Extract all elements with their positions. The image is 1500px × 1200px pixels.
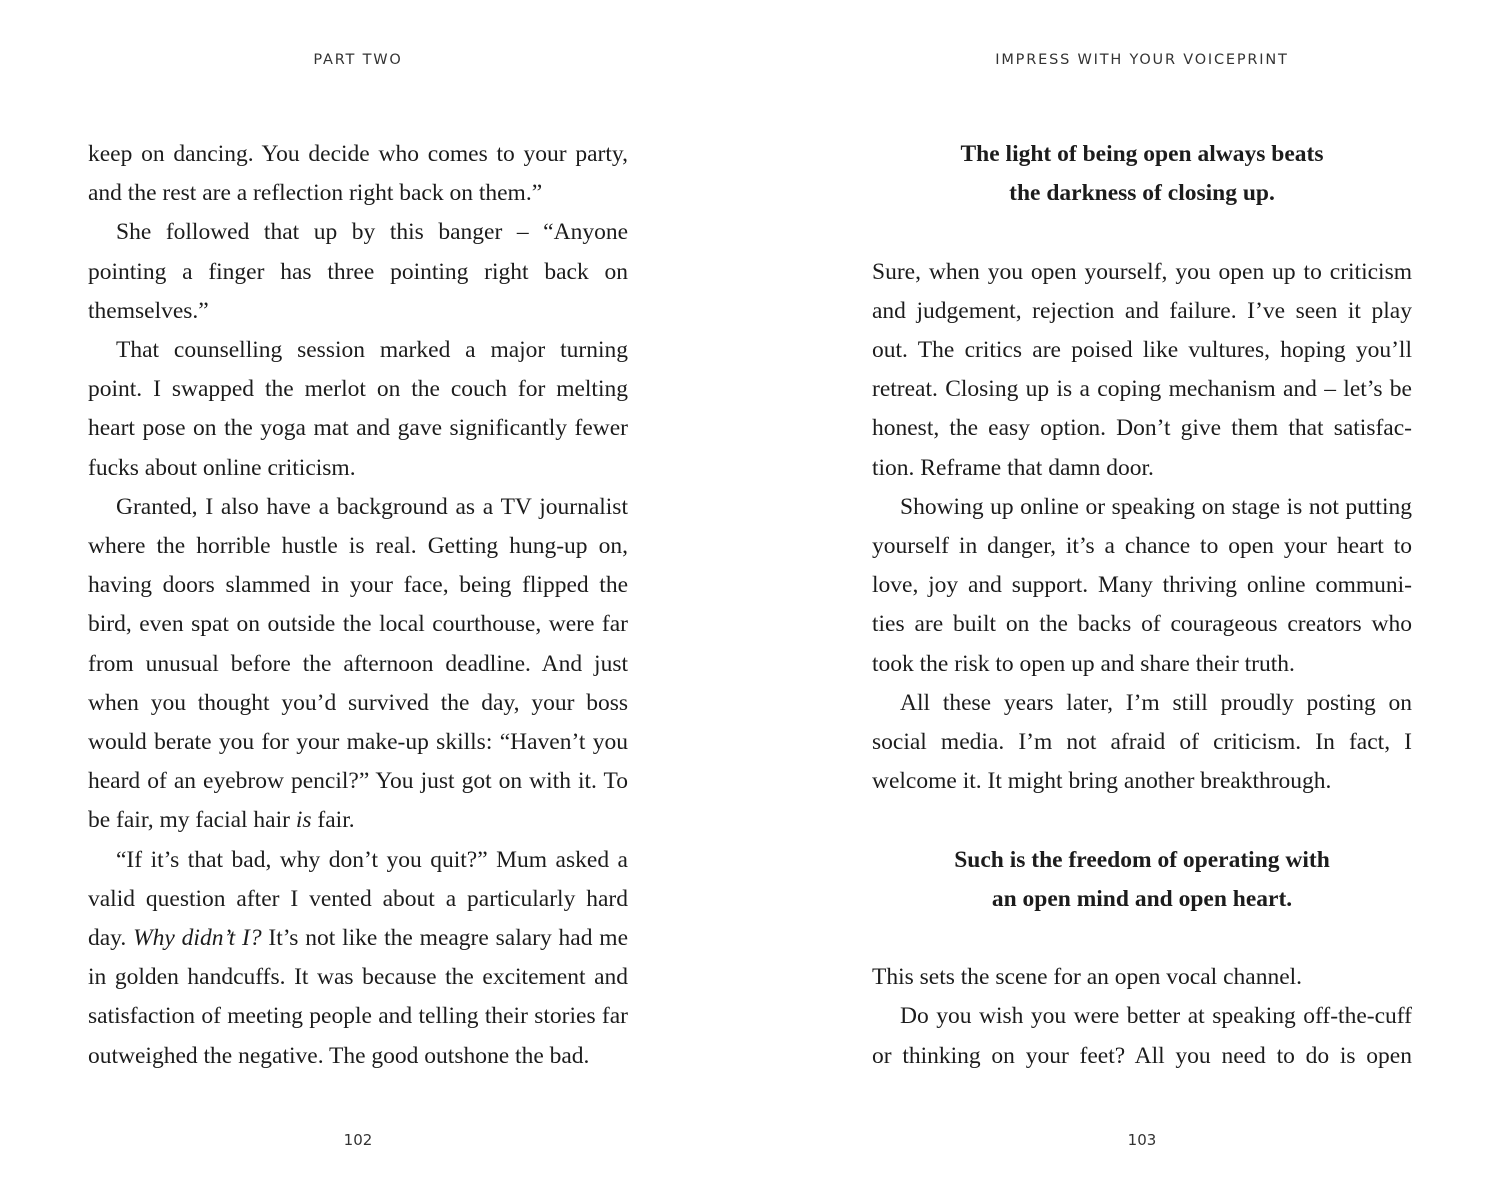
paragraph xyxy=(88,488,628,841)
pull-quote xyxy=(872,841,1412,919)
paragraph: Showing up online or speaking on stage is not putting yourself in danger, it’s a chance to open your heart to love, joy and support. Many thriving online communi-ties are built on the backs of courageous creators who took the risk to open up and share their truth. xyxy=(872,493,1412,677)
running-head-left: PART TWO xyxy=(313,52,403,68)
right-page-body xyxy=(872,135,1412,1076)
paragraph xyxy=(88,841,628,1076)
paragraph-text: Granted, I also have a background as a TV journalist where the horrible hustle is real. Getting hung-up on, having doors slammed in your face, being flipped the bird, even spat on outside the local courthouse, were far from unusual before the afternoon deadline. And just when you thought you’d survived the day, your boss would berate you for your make-up skills: “Haven’t you heard of an eyebrow pencil?” You just got on with it. To be fair, my facial hair xyxy=(88,493,628,834)
paragraph: keep on dancing. You decide who comes to your party, and the rest are a reflection right back on them.” xyxy=(88,141,628,207)
spacer xyxy=(872,801,1412,840)
italic-text: is xyxy=(295,807,312,834)
page-number-left: 102 xyxy=(343,1131,373,1149)
italic-text: Why didn’t I? xyxy=(133,925,262,952)
left-page-body xyxy=(88,135,628,1076)
right-page xyxy=(750,0,1500,1200)
paragraph: This sets the scene for an open vocal channel. xyxy=(872,964,1303,991)
pull-quote-line: an open mind and open heart. xyxy=(991,885,1293,912)
paragraph-text: fair. xyxy=(311,807,355,834)
pull-quote-line: The light of being open always beats xyxy=(960,141,1324,167)
paragraph: She followed that up by this banger – “Anyone pointing a finger has three pointing right back on themselves.” xyxy=(88,219,628,324)
paragraph-text: “If it’s that bad, why don’t you quit?” Mum asked a valid question after I vented about a particularly hard day. xyxy=(88,846,628,952)
page-number-right: 103 xyxy=(1127,1131,1157,1149)
pull-quote xyxy=(872,135,1412,213)
paragraph: Do you wish you were better at speaking off-the-cuff or thinking on your feet? All you need to do is open xyxy=(872,1003,1412,1069)
pull-quote-line: the darkness of closing up. xyxy=(1009,180,1275,207)
running-head-right: IMPRESS WITH YOUR VOICEPRINT xyxy=(995,52,1289,68)
paragraph: All these years later, I’m still proudly posting on social media. I’m not afraid of criticism. In fact, I welcome it. It might bring another breakthrough. xyxy=(872,689,1412,795)
paragraph: That counselling session marked a major turning point. I swapped the merlot on the couch for melting heart pose on the yoga mat and gave significantly fewer fucks about online criticism. xyxy=(88,337,628,481)
paragraph-text: It’s not like the meagre salary had me in golden handcuffs. It was because the excitement and satisfaction of meeting people and telling their stories far outweighed the negative. The good outshone the bad. xyxy=(88,925,628,1069)
paragraph: Sure, when you open yourself, you open up to criticism and judgement, rejection and failure. I’ve seen it play out. The critics are poised like vultures, hoping you’ll retreat. Closing up is a coping mechanism and – let’s be honest, the easy option. Don’t give them that satisfac-tion. Reframe that damn door. xyxy=(872,258,1412,481)
pull-quote-line: Such is the freedom of operating with xyxy=(954,846,1330,873)
